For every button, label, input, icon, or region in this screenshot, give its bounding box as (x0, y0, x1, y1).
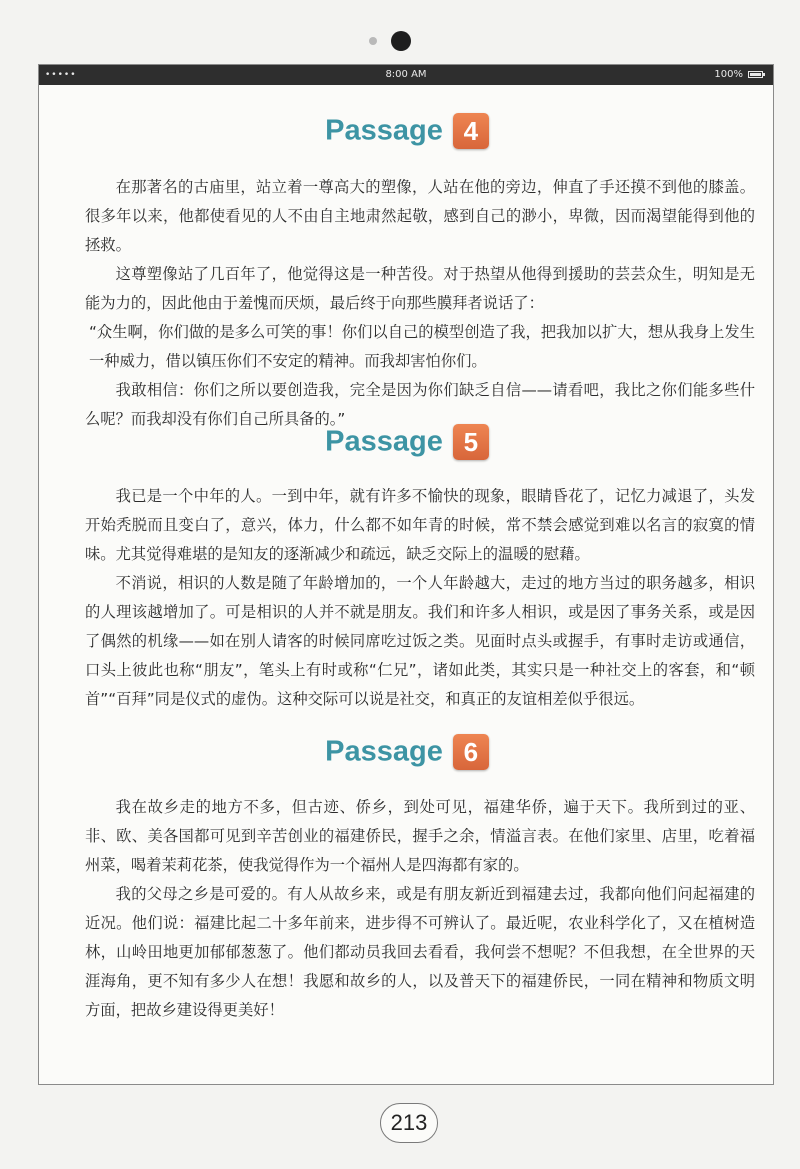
passage-body (85, 173, 755, 434)
passage-heading (39, 113, 775, 149)
passage-number-badge: 4 (453, 113, 489, 149)
tablet-screen (38, 64, 774, 1085)
paragraph: 在那著名的古庙里，站立着一尊高大的塑像，人站在他的旁边，伸直了手还摸不到他的膝盖。很多年以来，他都使看见的人不由自主地肃然起敬，感到自己的渺小，卑微，因而渴望能得到他的拯救。 (85, 178, 755, 254)
paragraph: 这尊塑像站了几百年了，他觉得这是一种苦役。对于热望从他得到援助的芸芸众生，明知是无能为力的，因此他由于羞愧而厌烦，最后终于向那些膜拜者说话了： (85, 265, 755, 312)
battery-percentage: 100% (714, 69, 743, 80)
page-number: 213 (380, 1103, 438, 1143)
paragraph: 不消说，相识的人数是随了年龄增加的，一个人年龄越大，走过的地方当过的职务越多，相识的人理该越增加了。可是相识的人并不就是朋友。我们和许多人相识，或是因了事务关系，或是因了偶然的机缘——如在别人请客的时候同席吃过饭之类。见面时点头或握手，有事时走访或通信，口头上彼此也称“朋友”，笔头上有时或称“仁兄”，诸如此类，其实只是一种社交上的客套，和“顿首”“百拜”同是仪式的虚伪。这种交际可以说是社交，和真正的友谊相差似乎很远。 (85, 574, 755, 708)
paragraph: 我的父母之乡是可爱的。有人从故乡来，或是有朋友新近到福建去过，我都向他们问起福建的近况。他们说：福建比起二十多年前来，进步得不可辨认了。最近呢，农业科学化了，又在植树造林，山岭田地更加郁郁葱葱了。他们都动员我回去看看，我何尝不想呢？不但我想，在全世界的天涯海角，更不知有多少人在想！我愿和故乡的人，以及普天下的福建侨民，一同在精神和物质文明方面，把故乡建设得更美好！ (85, 885, 755, 1019)
signal-strength-icon: ••••• (45, 70, 77, 80)
paragraph: 我已是一个中年的人。一到中年，就有许多不愉快的现象，眼睛昏花了，记忆力减退了，头发开始秃脱而且变白了，意兴，体力，什么都不如年青的时候，常不禁会感觉到难以名言的寂寞的情味。尤其觉得难堪的是知友的逐渐减少和疏远，缺乏交际上的温暖的慰藉。 (85, 487, 755, 563)
passage-heading-label: Passage (325, 425, 443, 458)
passage-body (85, 793, 755, 1025)
passage-number-badge: 5 (453, 424, 489, 460)
paragraph: 我在故乡走的地方不多，但古迹、侨乡，到处可见，福建华侨，遍于天下。我所到过的亚、非、欧、美各国都可见到辛苦创业的福建侨民，握手之余，情溢言表。在他们家里、店里，吃着福州菜，喝着茉莉花茶，使我觉得作为一个福州人是四海都有家的。 (85, 798, 755, 874)
passage-heading-label: Passage (325, 735, 443, 768)
status-bar (39, 65, 773, 85)
passage-heading (39, 734, 775, 770)
sensor-dot (369, 37, 377, 45)
passage-heading-label: Passage (325, 114, 443, 147)
device-camera (0, 30, 800, 52)
passage-body (85, 482, 755, 714)
camera-lens (391, 31, 411, 51)
battery-icon (748, 71, 763, 78)
paragraph: 我敢相信：你们之所以要创造我，完全是因为你们缺乏自信——请看吧，我比之你们能多些什么呢？而我却没有你们自己所具备的。” (85, 381, 755, 428)
passage-heading (39, 424, 775, 460)
passage-number-badge: 6 (453, 734, 489, 770)
paragraph: “众生啊，你们做的是多么可笑的事！你们以自己的模型创造了我，把我加以扩大，想从我身上发生一种威力，借以镇压你们不安定的精神。而我却害怕你们。 (89, 323, 755, 370)
status-time: 8:00 AM (385, 69, 427, 80)
